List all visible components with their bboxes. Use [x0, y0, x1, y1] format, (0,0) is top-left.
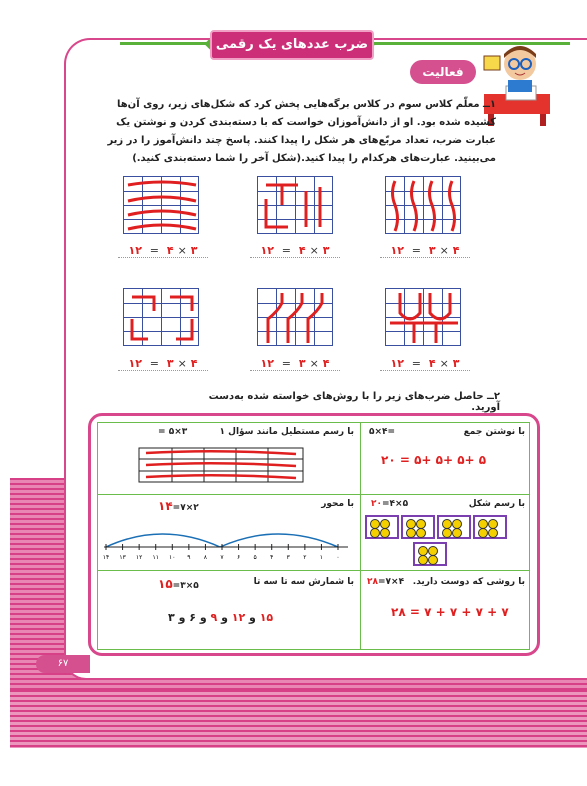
- seq-and: و: [178, 611, 186, 624]
- answer-row1-3: [118, 244, 208, 258]
- times-sign: ×: [439, 357, 449, 370]
- tick-label: ۹: [187, 554, 191, 561]
- grid-shape-5-groups: [258, 289, 334, 347]
- answer-row2-2: [250, 357, 340, 371]
- equals-sign: =: [149, 357, 159, 370]
- expression: ۳×۵ =: [158, 427, 188, 437]
- expression: [158, 577, 199, 591]
- expression-text: ۴×۷=: [378, 577, 405, 587]
- expression-text: ۵×۳=: [172, 581, 199, 591]
- dot-group: [473, 515, 507, 539]
- cell-drawing: [360, 494, 530, 571]
- factor-1: ۴: [166, 244, 174, 257]
- expression: [158, 499, 199, 513]
- dot-group: [437, 515, 471, 539]
- expression-text: ۵×۴=: [382, 499, 409, 509]
- dot-group: [401, 515, 435, 539]
- grid-shape-1-groups: [386, 177, 462, 235]
- factor-2: ۴: [322, 357, 330, 370]
- tick-label: ۳: [286, 554, 290, 561]
- times-sign: ×: [309, 244, 319, 257]
- seq-item: ۶: [189, 611, 196, 624]
- grid-shape-3-groups: [124, 177, 200, 235]
- count-sequence: [168, 611, 273, 624]
- times-sign: ×: [177, 244, 187, 257]
- cell-counting: [97, 570, 361, 650]
- factor-2: ۴: [452, 244, 460, 257]
- tick-label: ۱۳: [119, 554, 126, 561]
- method-label: با رسم شکل: [468, 499, 525, 509]
- tick-label: ۱۱: [152, 554, 159, 561]
- answer-row1-1: [380, 244, 470, 258]
- seq-and: و: [221, 611, 228, 624]
- method-label: با روشی که دوست دارید.: [412, 577, 525, 587]
- seq-item: ۳: [168, 611, 175, 624]
- grid-shape-2: [257, 176, 333, 234]
- expression: [371, 499, 408, 509]
- answer-row2-3: [118, 357, 208, 371]
- seq-item: ۹: [210, 611, 218, 624]
- answer-text: ۱۴: [158, 499, 173, 513]
- product: ۱۲: [260, 244, 274, 257]
- factor-1: ۳: [298, 357, 306, 370]
- factor-1: ۴: [298, 244, 306, 257]
- product: ۱۲: [128, 357, 142, 370]
- dot-group: [413, 542, 447, 566]
- expression: =۴×۵: [369, 427, 396, 437]
- product: ۱۲: [390, 357, 404, 370]
- rectangle-drawing: [138, 447, 304, 483]
- times-sign: ×: [177, 357, 187, 370]
- tick-label: ۵: [253, 554, 257, 561]
- answer-text: ۵ +۵ +۵ +۵ = ۲۰: [381, 453, 487, 467]
- expression: [367, 577, 404, 587]
- equals-sign: =: [281, 357, 291, 370]
- factor-2: ۴: [190, 357, 198, 370]
- answer-row1-2: [250, 244, 340, 258]
- seq-item: ۱۲: [231, 611, 246, 624]
- factor-1: ۳: [428, 244, 436, 257]
- tick-label: ۰: [336, 554, 340, 561]
- tick-label: ۱۴: [102, 554, 110, 561]
- grid-shape-5: [257, 288, 333, 346]
- page-number: ۶۷: [36, 655, 90, 673]
- exercise-table: [88, 413, 540, 656]
- tick-label: ۱: [319, 554, 324, 561]
- answer-text: ۲۸: [367, 577, 378, 587]
- intro-paragraph: ۱ــ معلّم کلاس سوم در کلاس برگه‌هایی پخش کرد که شکل‌های زیر، روی آن‌ها کشیده شده بود. او از دانش‌آموزان خواست که با دسته‌بندی کردن و نوشتن یک عبارت ضرب، تعداد مربّع‌های هر شکل را پیدا کنند. پاسخ چند دانش‌آموز را در زیر می‌بینید. عبارت‌های هرکدام را پیدا کنید.(شکل آخر را شما دسته‌بندی کنید.): [107, 99, 496, 164]
- tick-label: ۱۰: [169, 554, 176, 561]
- answer-row2-1: [380, 357, 470, 371]
- times-sign: ×: [439, 244, 449, 257]
- cell-rectangle: [97, 422, 361, 495]
- factor-2: ۳: [190, 244, 198, 257]
- factor-2: ۳: [452, 357, 460, 370]
- answer-text: ۲۰: [371, 499, 382, 509]
- cell-custom: [360, 570, 530, 650]
- tick-label: ۶: [236, 554, 241, 561]
- times-sign: ×: [309, 357, 319, 370]
- method-label: با محور: [321, 499, 354, 509]
- dot-group: [365, 515, 399, 539]
- factor-2: ۳: [322, 244, 330, 257]
- activity-badge: فعالیت: [410, 60, 476, 84]
- factor-1: ۳: [166, 357, 174, 370]
- question-2: ۲ــ حاصل ضرب‌های زیر را با روش‌های خواسته شده به‌دست آورید.: [208, 391, 500, 413]
- grid-shape-6: [123, 288, 199, 346]
- equals-sign: =: [411, 357, 421, 370]
- tick-label: ۴: [270, 554, 274, 561]
- cell-numberline: [97, 494, 361, 571]
- grid-shape-4-groups: [386, 289, 462, 347]
- product: ۱۲: [260, 357, 274, 370]
- equals-sign: =: [411, 244, 421, 257]
- grid-shape-1: [385, 176, 461, 234]
- title-rule-left: [120, 42, 210, 45]
- product: ۱۲: [390, 244, 404, 257]
- factor-1: ۴: [428, 357, 436, 370]
- equals-sign: =: [281, 244, 291, 257]
- bottom-band: [10, 690, 587, 748]
- seq-and: و: [199, 611, 207, 624]
- tick-label: ۲: [303, 554, 307, 561]
- grid-shape-4: [385, 288, 461, 346]
- grid-shape-3: [123, 176, 199, 234]
- expression-text: ۲×۷=: [172, 503, 199, 513]
- tick-label: ۸: [203, 554, 208, 561]
- page-title: ضرب عددهای یک رقمی: [210, 30, 374, 60]
- seq-item: ۱۵: [259, 611, 274, 624]
- method-label: با شمارش سه تا سه تا: [253, 577, 354, 587]
- cell-sum: [360, 422, 530, 495]
- product: ۱۲: [128, 244, 142, 257]
- answer-text: ۱۵: [158, 577, 173, 591]
- grid-shape-2-groups: [258, 177, 334, 235]
- method-label: با نوشتن جمع: [463, 427, 525, 437]
- grid-shape-6-groups: [124, 289, 200, 347]
- seq-and: و: [249, 611, 256, 624]
- method-label: با رسم مستطیل مانند سؤال ۱: [219, 427, 354, 437]
- number-line: [102, 525, 352, 565]
- work-text: ۷ + ۷ + ۷ + ۷ = ۲۸: [391, 605, 509, 619]
- equals-sign: =: [149, 244, 159, 257]
- tick-label: ۷: [220, 554, 224, 561]
- tick-label: ۱۲: [135, 554, 143, 561]
